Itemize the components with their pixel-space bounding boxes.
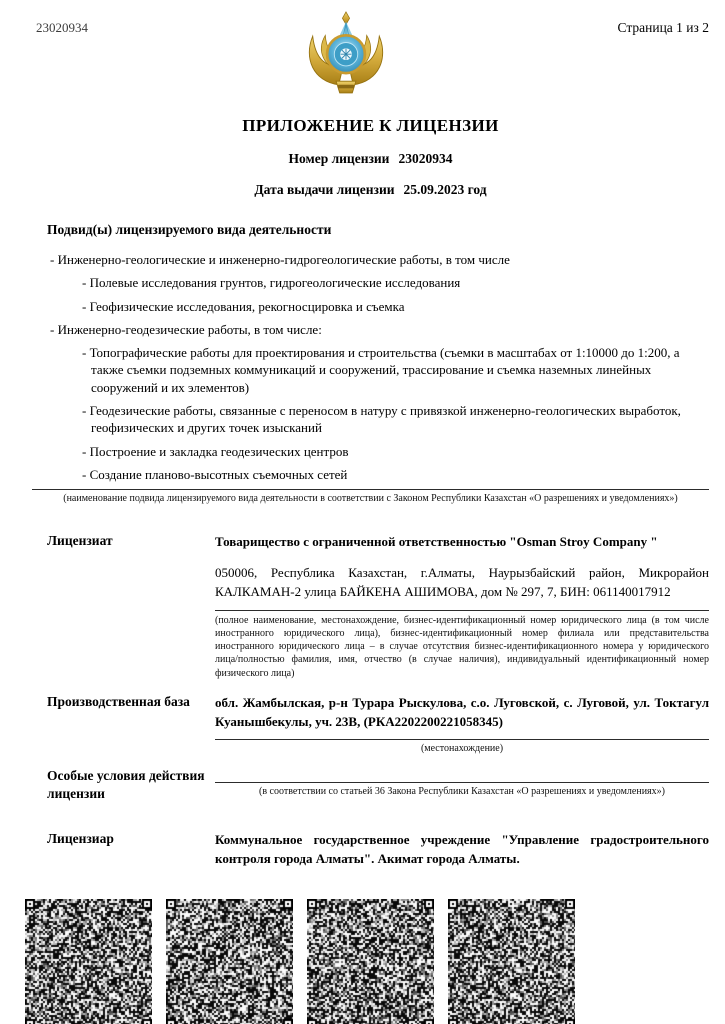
production-base-address: обл. Жамбылская, р-н Турара Рыскулова, с.о. Луговской, с. Луговой, ул. Токтагул Куанышбекулы, уч. 23В, (РКА2202200221058345) — [215, 694, 709, 730]
subtypes-footnote: (наименование подвида лицензируемого вида деятельности в соответствии с Законом Республики Казахстан «О разрешениях и уведомлениях») — [63, 493, 678, 505]
licensee-name: Товарищество с ограниченной ответственностью "Osman Stroy Company " — [215, 534, 658, 550]
subtype-item: - Инженерно-геологические и инженерно-гидрогеологические работы, в том числе — [32, 251, 709, 268]
production-base-label: Производственная база — [47, 693, 190, 709]
kazakhstan-emblem-icon — [301, 10, 391, 102]
licensee-address: 050006, Республика Казахстан, г.Алматы, Наурызбайский район, Микрорайон КАЛКАМАН-2 улица БАЙКЕНА АШИМОВА, дом № 297, 7, БИН: 061140017912 — [215, 564, 709, 600]
barcode-strip — [25, 899, 709, 1024]
license-date-value: 25.09.2023 год — [403, 182, 487, 197]
licensee-section — [32, 532, 709, 679]
licensor-name: Коммунальное государственное учреждение "Управление градостроительного контроля города Алматы". Акимат города Алматы. — [215, 831, 709, 867]
license-number-value: 23020934 — [398, 151, 453, 166]
barcode-image-2 — [166, 899, 293, 1024]
license-number-label: Номер лицензии — [288, 151, 390, 166]
special-conditions-label: Особые условия действия лицензии — [47, 767, 205, 801]
special-conditions-value — [215, 767, 709, 798]
divider — [215, 782, 709, 783]
licensee-value — [215, 532, 709, 679]
document-number: 23020934 — [36, 20, 88, 35]
barcode-image-3 — [307, 899, 434, 1024]
special-conditions-section — [32, 767, 709, 803]
production-base-value — [215, 693, 709, 755]
license-number-line — [32, 151, 709, 167]
barcode-image-4 — [448, 899, 575, 1024]
divider — [215, 610, 709, 611]
subtypes-heading: Подвид(ы) лицензируемого вида деятельности — [47, 222, 332, 237]
subtype-item: - Полевые исследования грунтов, гидрогеологические исследования — [32, 274, 709, 291]
barcode-image-1 — [25, 899, 152, 1024]
page-title: ПРИЛОЖЕНИЕ К ЛИЦЕНЗИИ — [242, 116, 499, 135]
divider — [215, 739, 709, 740]
subtype-item: - Построение и закладка геодезических центров — [32, 443, 709, 460]
license-date-label: Дата выдачи лицензии — [254, 182, 395, 197]
licensee-label: Лицензиат — [47, 533, 113, 549]
licensor-label: Лицензиар — [47, 830, 114, 846]
licensor-value — [215, 830, 709, 869]
subtype-item: - Геофизические исследования, рекогносцировка и съемка — [32, 298, 709, 315]
subtype-item: - Топографические работы для проектирования и строительства (съемки в масштабах от 1:10000 до 1:200, а также съемки подземных коммуникаций и сооружений, трассирование и съемка наземных линейных сооружений и их элементов) — [32, 344, 709, 396]
production-base-section — [32, 693, 709, 755]
special-conditions-footnote: (в соответствии со статьей 36 Закона Республики Казахстан «О разрешениях и уведомлениях») — [259, 785, 665, 797]
license-date-line — [32, 182, 709, 198]
subtype-item: - Инженерно-геодезические работы, в том числе: — [32, 321, 709, 338]
subtype-item: - Геодезические работы, связанные с переносом в натуру с привязкой инженерно-геологических выработок, геофизических и других точек изысканий — [32, 402, 709, 437]
page-header — [32, 10, 709, 102]
subtype-item: - Создание планово-высотных съемочных сетей — [32, 466, 709, 483]
page-indicator: Страница 1 из 2 — [617, 20, 709, 35]
production-base-footnote: (местонахождение) — [420, 742, 504, 754]
licensee-footnote: (полное наименование, местонахождение, бизнес-идентификационный номер юридического лица (в том числе иностранного юридического лица), бизнес-идентификационный номер филиала или представительства иностранного юридического лица – в случае отсутствия бизнес-идентификационного номера у юридического лица/полностью фамилия, имя, отчество (в случае наличия), индивидуальный идентификационный номер физического лица) — [215, 614, 709, 679]
divider — [32, 489, 709, 490]
licensor-section — [32, 830, 709, 869]
subtypes-list — [32, 251, 709, 483]
